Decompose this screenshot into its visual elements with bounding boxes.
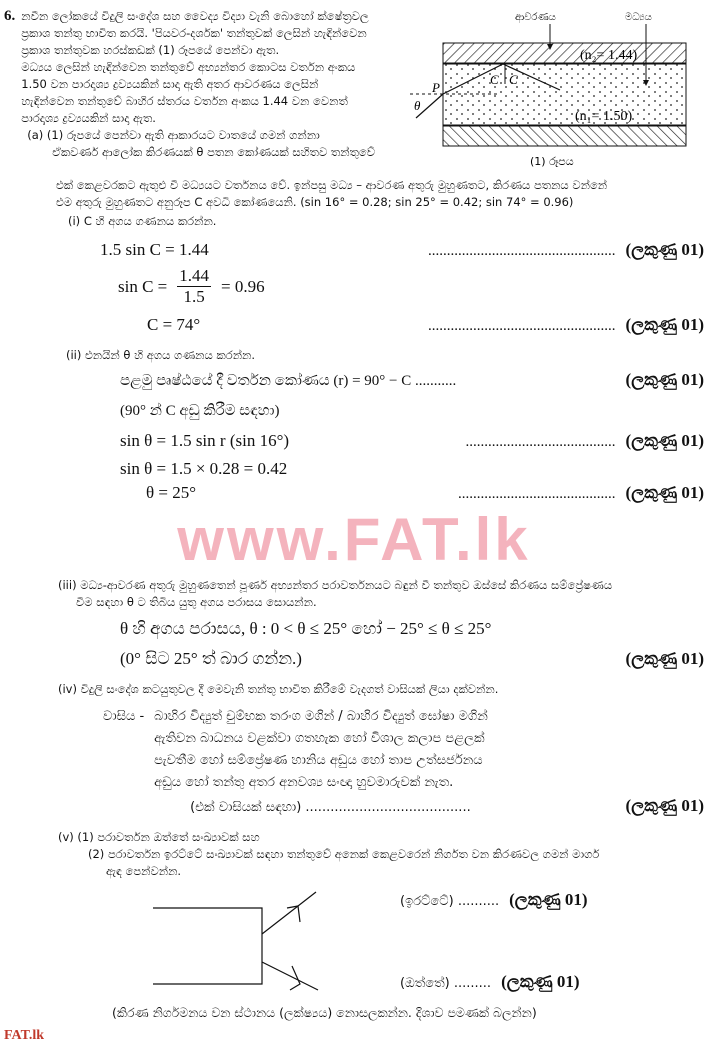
part-iv-question: (iv) විදුලි සංදේශ කටයුතුවල දී මෙවැනි තන්තු භාවිත කිරීමේ වැදගත් වාසියක් ලියා දක්වන්න.: [58, 682, 499, 696]
eq-note: (0° සිට 25° ත් බාර ගන්න.): [120, 649, 302, 668]
core-label: මධ්‍යය: [625, 12, 652, 23]
odd-exit-ray: [262, 962, 318, 990]
intro-line: 1.50 වන පාරදෘශ්‍ය ද්‍රව්‍යයකින් සාදා ඇති අතර ආවරණය ලෙසින්: [21, 77, 319, 91]
advantage-note-row: [154, 794, 704, 819]
point-p-label: P: [432, 80, 440, 95]
fraction: [177, 266, 211, 307]
eq-line: θ හි අගය පරාසය, θ : 0 < θ ≤ 25° හෝ − 25° ≤ θ ≤ 25°: [120, 619, 492, 638]
part-i-question: (i) C හි අගය ගණනය කරන්න.: [68, 214, 217, 228]
ray-exit-area: [4, 886, 704, 996]
dots: ..........................................: [458, 486, 616, 502]
odd-label: (ඔත්තේ) .........: [400, 976, 492, 991]
intro-line: නවීන ලෝකයේ විදුලි සංදේශ සහ වෛද්‍ය විද්‍යා වැනි බොහෝ ක්ෂේත්‍රවල: [21, 9, 369, 23]
n1-label: (n₁= 1.50): [575, 109, 633, 124]
dots: ........................................: [465, 434, 616, 450]
ray-exit-diagram: [140, 886, 340, 996]
question-number: 6.: [4, 8, 16, 24]
advantage-line: අඩුය හෝ තන්තු අතර අනවශ්‍ය සංඥා හුවමාරුවක් නැත.: [154, 775, 454, 790]
part-a-line: එම අතුරු මුහුණතට අනුරූප C අවධි කෝණයෙනි. (sin 16° = 0.28; sin 25° = 0.42; sin 74° = 0.96): [56, 195, 574, 209]
part-ii-row: [4, 481, 704, 505]
marks-label: (ලකුණු 01): [509, 890, 588, 909]
intro-line: පාරදෘශ්‍ය ද්‍රව්‍යයකින් සාදා ඇත.: [21, 111, 156, 125]
marks-label: (ලකුණු 01): [625, 370, 704, 389]
eq-line: sin θ = 1.5 sin r (sin 16°): [120, 431, 290, 450]
marks-label: (ලකුණු 01): [625, 796, 704, 815]
part-iii-question: වීම සඳහා θ ට තිබිය යුතු අගය පරාසය සොයන්න.: [76, 595, 317, 609]
question-intro-block: [4, 8, 402, 177]
advantage-block: [4, 706, 704, 819]
eq-line: = 0.96: [221, 276, 265, 296]
fiber-end: [153, 908, 262, 984]
part-v-question: ඇඳ පෙන්වන්න.: [106, 864, 182, 878]
intro-line: මධ්‍යය ලෙසින් හැඳින්වෙන තන්තුවේ අභ්‍යන්තර කොටස වර්තන අංකය: [21, 60, 356, 74]
advantage-line: බාහිර විද්‍යුත් චුම්භක තරංග මගින් / බාහිර විද්‍යුත් ඝෝෂා මගින්: [154, 709, 488, 724]
cladding-label: ආවරණය: [515, 12, 556, 23]
marks-label: (ලකුණු 01): [501, 972, 580, 991]
angle-c-label: C: [490, 72, 499, 87]
fiber-cross-section-figure: [410, 8, 704, 177]
part-iii-row: [4, 617, 704, 641]
figure-caption: (1) රූපය: [530, 155, 574, 168]
advantage-note: (එක් වාසියක් සඳහා) ........................................: [190, 800, 471, 815]
marks-label: (ලකුණු 01): [625, 483, 704, 502]
cladding-bottom: [443, 126, 686, 146]
part-iii-row: [4, 647, 704, 671]
intro-line: ප්‍රකාශ තන්තු භාවිත කරයි. 'පියවර-දර්ශක' තන්තුවක් ලෙසින් හැඳින්වෙන: [21, 26, 367, 40]
fraction-denominator: 1.5: [183, 287, 205, 306]
advantage-text: [154, 706, 704, 819]
part-ii-row: [4, 457, 704, 481]
eq-line: 1.5 sin C = 1.44: [100, 240, 209, 259]
eq-line: θ = 25°: [146, 483, 197, 502]
advantage-line: පැවතීම හෝ සම්ප්‍රේෂණ හානිය අඩුය හෝ තාප උත්සර්ජනය: [154, 753, 483, 768]
core: [443, 64, 686, 125]
part-a-line: එක් කෙළවරකට ඇතුළු වී මධ්‍යයට වර්තනය වේ. ඉන්පසු මධ්‍ය – ආවරණ අතුරු මුහුණතට, කිරණය පතනය වන්නේ: [56, 178, 608, 192]
even-row: [400, 888, 704, 912]
exit-labels: [400, 886, 704, 996]
footer-logo: FAT.lk: [4, 1028, 45, 1043]
part-i-row: [4, 313, 704, 337]
question-intro: [21, 8, 402, 177]
watermark: www.FAT.lk: [177, 506, 531, 573]
marks-label: (ලකුණු 01): [625, 431, 704, 450]
marks-label: (ලකුණු 01): [625, 315, 704, 334]
part-a-line: (a) (1) රූපයේ පෙන්වා ඇති ආකාරයට වාතයේ ගමන් ගන්නා: [27, 128, 320, 142]
odd-row: [400, 970, 704, 994]
eq-line: sin C =: [118, 276, 168, 296]
part-i-row: [4, 238, 704, 262]
part-v-question: (2) පරාවර්තන ඉරට්ටේ සංඛ්‍යාවක් සඳහා තන්තුවේ අනෙක් කෙළවරෙන් නිර්ගත වන කිරණවල ගමන් මාර්ග: [88, 847, 600, 861]
fraction-numerator: 1.44: [179, 266, 210, 285]
n2-label: (n₂= 1.44): [580, 48, 638, 63]
part-ii-question: (ii) එනයින් θ හි අගය ගණනය කරන්න.: [66, 348, 256, 362]
even-label: (ඉරට්ටේ) ..........: [400, 894, 500, 909]
dots: ..................................................: [428, 243, 616, 259]
cladding-top: [443, 43, 686, 63]
eq-line: පළමු පෘෂ්ඨයේ දී වර්තන කෝණය (r) = 90° − C ...........: [120, 373, 457, 389]
angle-c-label: C: [509, 72, 518, 87]
dots: ..................................................: [428, 318, 616, 334]
even-exit-ray: [262, 892, 316, 934]
part-ii-row: [4, 429, 704, 453]
advantage-label: වාසිය -: [103, 709, 145, 724]
part-a-line: ඒකවර්ණ ආලෝක කිරණයක් θ පතන කෝණයක් සහිතව තන්තුවේ: [52, 145, 376, 159]
intro-line: හැඳින්වෙන තන්තුවේ බාහිර ස්තරය වර්තන අංකය 1.44 වන වෙනත්: [21, 94, 348, 108]
part-v-question: (v) (1) පරාවර්තන ඔත්තේ සංඛ්‍යාවක් සහ: [58, 830, 260, 844]
part-ii-row: [4, 399, 704, 423]
eq-note: (90° න් C අඩු කිරීම සඳහා): [120, 403, 280, 419]
part-ii-row: [4, 368, 704, 393]
part-i-row: [4, 266, 704, 307]
eq-line: sin θ = 1.5 × 0.28 = 0.42: [120, 459, 288, 478]
fiber-diagram: [410, 8, 704, 173]
part-iii-question: (iii) මධ්‍ය-ආවරණ අතුරු මුහුණතෙන් පූර්ණ අභ්‍යන්තර පරාවර්තනයට බඳුන් වී තන්තුව ඔස්සේ කිරණය සම්ප්‍රේෂණය: [58, 578, 613, 592]
advantage-line: ඇතිවන බාධනය වළක්වා ගතහැක හෝ විශාල කලාප පළලක්: [154, 731, 485, 746]
theta-label: θ: [414, 98, 421, 113]
marks-label: (ලකුණු 01): [625, 649, 704, 668]
question-header: [4, 8, 704, 177]
marks-label: (ලකුණු 01): [625, 240, 704, 259]
exit-note: (කිරණ නිර්ගමනය වන ස්ථානය (ලක්ෂ්‍යය) නොසලකන්න. දිශාව පමණක් බලන්න): [112, 1005, 537, 1020]
eq-line: C = 74°: [147, 315, 201, 334]
intro-line: ප්‍රකාශ තන්තුවක හරස්කඩක් (1) රූපයේ පෙන්වා ඇත.: [21, 43, 280, 57]
